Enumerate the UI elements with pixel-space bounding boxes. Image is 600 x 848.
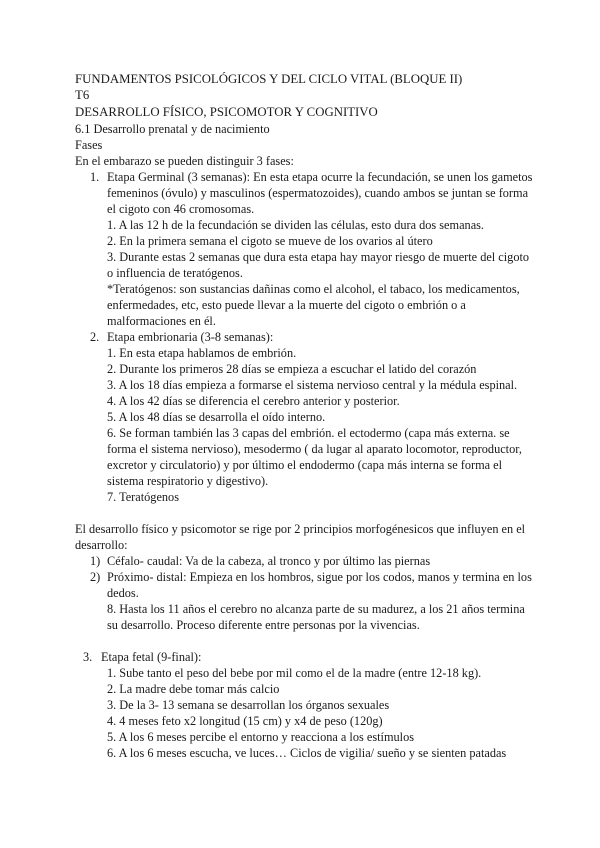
paragraph-line: Etapa embrionaria (3-8 semanas): xyxy=(107,330,274,344)
list-item: 3. A los 18 días empieza a formarse el sistema nervioso central y la médula espinal. xyxy=(107,378,518,392)
list-item: 1. A las 12 h de la fecundación se dividen las células, esto dura dos semanas. xyxy=(107,218,485,232)
list-number: 2) xyxy=(90,570,101,584)
document-title: FUNDAMENTOS PSICOLÓGICOS Y DEL CICLO VITAL (BLOQUE II) xyxy=(75,72,463,86)
paragraph-line: Etapa Germinal (3 semanas): En esta etapa ocurre la fecundación, se unen los gametos xyxy=(107,170,533,184)
list-item: 8. Hasta los 11 años el cerebro no alcanza parte de su madurez, a los 21 años termina xyxy=(107,602,525,616)
list-item: 5. A los 6 meses percibe el entorno y reacciona a los estímulos xyxy=(107,730,415,744)
list-item: 5. A los 48 días se desarrolla el oído interno. xyxy=(107,410,326,424)
document-subtitle: DESARROLLO FÍSICO, PSICOMOTOR Y COGNITIVO xyxy=(75,105,378,119)
paragraph-line: el cigoto con 46 cromosomas. xyxy=(107,202,255,216)
intro-text: En el embarazo se pueden distinguir 3 fases: xyxy=(75,154,294,168)
list-item: 2. La madre debe tomar más calcio xyxy=(107,682,280,696)
list-item: 2. En la primera semana el cigoto se mueve de los ovarios al útero xyxy=(107,234,433,248)
topic-number: T6 xyxy=(75,88,90,102)
list-item: forma el sistema nervioso), mesodermo ( da lugar al aparato locomotor, reproductor, xyxy=(107,442,522,456)
note-line: *Teratógenos: son sustancias dañinas como el alcohol, el tabaco, los medicamentos, xyxy=(107,282,520,296)
list-item: 6. A los 6 meses escucha, ve luces… Ciclos de vigilia/ sueño y se sienten patadas xyxy=(107,746,507,760)
list-item: excretor y circulatorio) y por último el endodermo (capa más interna se forma el xyxy=(107,458,503,472)
list-item: 3. Durante estas 2 semanas que dura esta etapa hay mayor riesgo de muerte del cigoto xyxy=(107,250,530,264)
list-item: 6. Se forman también las 3 capas del embrión. el ectodermo (capa más externa. se xyxy=(107,426,510,440)
fases-heading: Fases xyxy=(75,138,103,152)
list-item: 3. De la 3- 13 semana se desarrollan los órganos sexuales xyxy=(107,698,390,712)
list-item: 1. En esta etapa hablamos de embrión. xyxy=(107,346,297,360)
list-item: Céfalo- caudal: Va de la cabeza, al tronco y por último las piernas xyxy=(107,554,431,568)
list-item: dedos. xyxy=(107,586,139,600)
list-item: o influencia de teratógenos. xyxy=(107,266,243,280)
list-item: sistema respiratorio y digestivo). xyxy=(107,474,269,488)
list-item: su desarrollo. Proceso diferente entre personas por la vivencias. xyxy=(107,618,420,632)
list-item: 7. Teratógenos xyxy=(107,490,179,504)
list-number: 1) xyxy=(90,554,101,568)
list-number: 2. xyxy=(90,330,100,344)
list-item: 4. A los 42 días se diferencia el cerebro anterior y posterior. xyxy=(107,394,400,408)
list-item: 1. Sube tanto el peso del bebe por mil como el de la madre (entre 12-18 kg). xyxy=(107,666,482,680)
section-heading: 6.1 Desarrollo prenatal y de nacimiento xyxy=(75,122,270,136)
paragraph-line: femeninos (óvulo) y masculinos (espermatozoides), cuando ambos se juntan se forma xyxy=(107,186,529,200)
list-item: 4. 4 meses feto x2 longitud (15 cm) y x4 de peso (120g) xyxy=(107,714,383,728)
list-item: 2. Durante los primeros 28 días se empieza a escuchar el latido del corazón xyxy=(107,362,477,376)
list-number: 1. xyxy=(90,170,100,184)
paragraph-line: El desarrollo físico y psicomotor se rige por 2 principios morfogénesicos que influyen en el xyxy=(75,522,526,536)
paragraph-line: desarrollo: xyxy=(75,538,128,552)
note-line: malformaciones en él. xyxy=(107,314,216,328)
paragraph-line: Etapa fetal (9-final): xyxy=(101,650,202,664)
list-number: 3. xyxy=(83,650,93,664)
note-line: enfermedades, etc, esto puede llevar a la muerte del cigoto o embrión o a xyxy=(107,298,466,312)
list-item: Próximo- distal: Empieza en los hombros, sigue por los codos, manos y termina en los xyxy=(107,570,532,584)
